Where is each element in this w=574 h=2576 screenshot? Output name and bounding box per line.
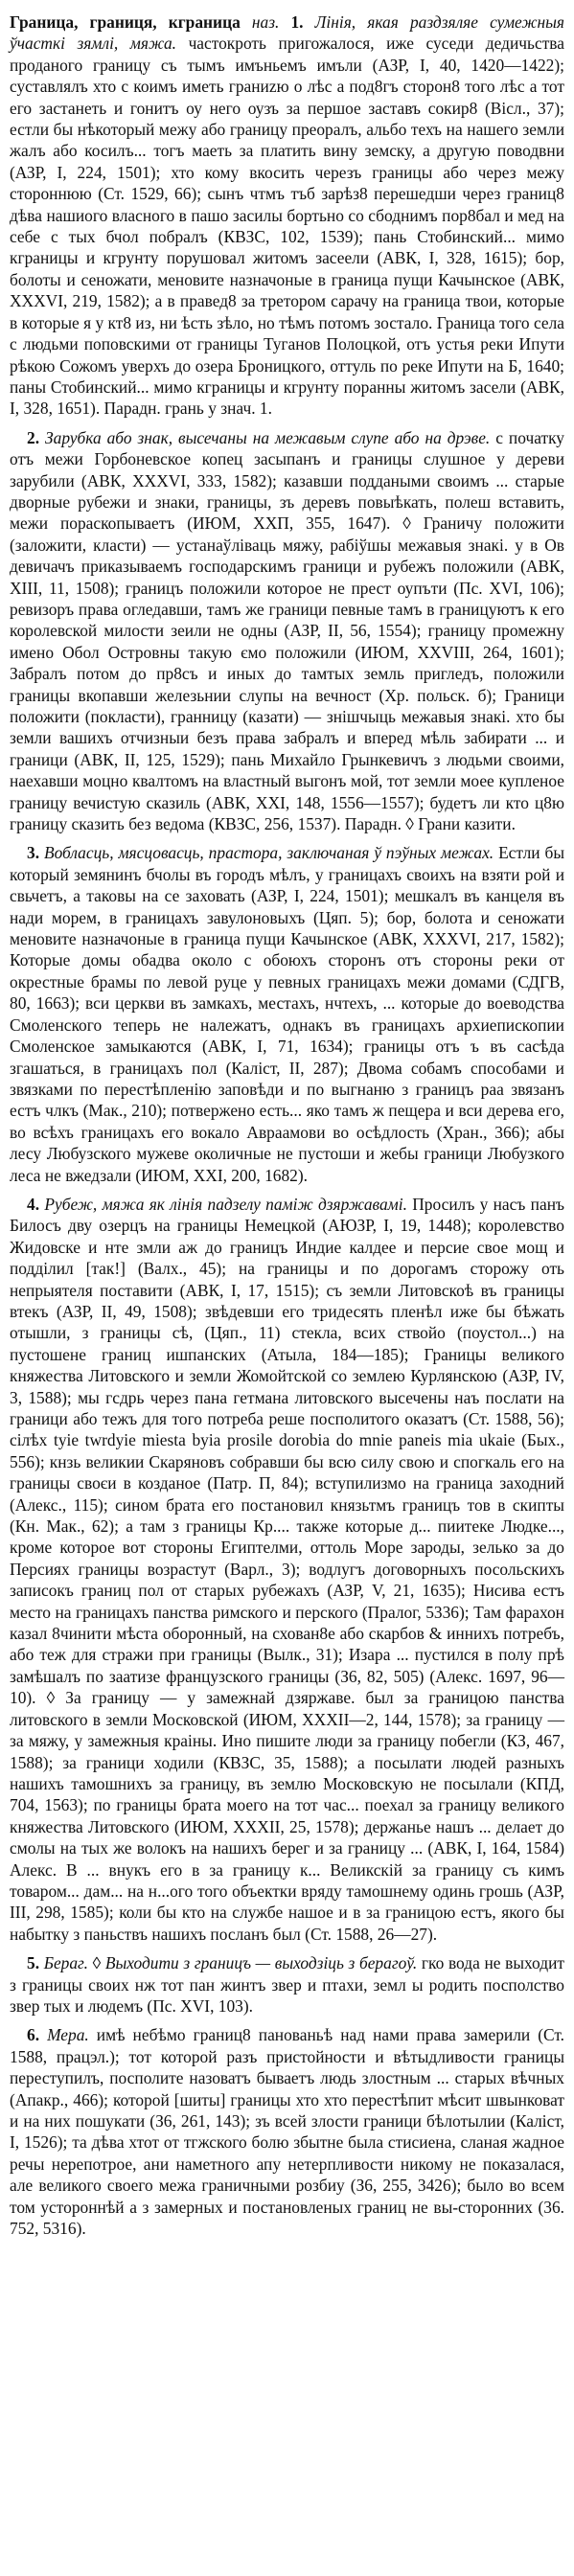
part-of-speech: наз.	[251, 12, 291, 32]
sense-2-number: 2.	[27, 427, 46, 447]
entry-sense-4	[10, 1194, 564, 1945]
sense-1-gloss: Лінія, якая раздзяляе сумежныя ўчасткі зямлі, мяжа.	[10, 12, 564, 54]
entry-sense-2	[10, 427, 564, 835]
entry-sense-5	[10, 1952, 564, 2017]
entry-sense-1	[10, 11, 564, 420]
sense-6-gloss: Мера.	[47, 2025, 97, 2045]
sense-5-gloss: Бераг.	[43, 1953, 93, 1973]
headword: Граница, границя, кграница	[10, 12, 252, 32]
sense-3-gloss: Вобласць, мясцовасць, прастора, заключаная ў пэўных межах.	[43, 843, 499, 863]
sense-2-gloss: Зарубка або знак, высечаны на межавым слупе або на дрэве.	[45, 427, 496, 447]
sense-5-number: 5.	[27, 1953, 44, 1973]
sense-6-text: имѣ небѣмо границ8 панованьѣ над нами права замерили (Ст. 1588, працэл.); тот которой разъ пристойности и вѣтыдливости границы переступилъ, посполите назоватъ бываетъ людь злостным ... старых вѣчных (Апакр., 466); которой [шиты] границы хто хто перестѣпит мѣсит швынковат и на них пошукати (З6, 261, 143); зъ всей злости граници бѣлотылии (Каліст, І, 1526); та дѣва хтот от тгжского болю збытне была стисиена, сланая жадное речы нерепотрое, ани наметного апу нетерпливости никому не показалася, але великого своего межа граничными розбиу (З6, 255, 3426); было во всем том устороннѣй а з замерных и постановленых границ не вы-сторонних (36. 752, 5316).	[10, 2025, 564, 2239]
sense-4-gloss: Рубеж, мяжа як лінія падзелу паміж дзяржавамі.	[44, 1194, 413, 1214]
entry-sense-3	[10, 842, 564, 1186]
sense-4-number: 4.	[27, 1194, 45, 1214]
sense-1-number: 1.	[290, 12, 315, 32]
entry-sense-6	[10, 2024, 564, 2239]
sense-6-number: 6.	[27, 2025, 48, 2045]
sense-3-text: Естли бы который земянинъ бчолы въ городъ мѣлъ, у границахъ своихъ на взяти рой и свьчетъ, а таковы на се заховать (АЗР, І, 224, 1501); мешкалъ въ канцеля въ нади морем, в границахъ завулоновыхъ (Цяп. 5); бор, болота и сеножати меновите назначоные в граница пущи Качынское (АВК, ХХХVІ, 217, 1582); Которые домы обадва около с обоюхъ сторонъ отъ стороны реки от окрестные брамы по левой руце у певных границахъ межи домами (СДГВ, 80, 1663); вси церкви въ замкахъ, местахъ, нчтехъ, ... которые до воеводства Смоленского теперь не належатъ, однакъ въ границахъ архиепископии Смоленское замыкаются (АВК, І, 71, 1634); границы отъ ъ въ сасѣда згашаться, в границахъ пол (Каліст, ІІ, 287); Двома собамъ способами и звязками по перестѣпленію заповѣди и по выгнаню з границъ раа звязанъ естъ члкъ (Мак., 210); потвержено есть... яко тамъ ж пещера и вси дерева его, во всѣхъ границахъ его вокало Авраамови во осѣдлость (Хран., 366); абы лесу Любузского мужеве околичные не пустоши и жебы граници Любузкого леса не вжедзали (ИЮМ, ХХІ, 200, 1682).	[10, 843, 565, 1185]
sense-5-text: гко вода не выходит з границы своих нж тот пан жинтъ звер и птахи, земл ы родить посполство звер тых и людемъ (Пс. XVI, 103).	[10, 1953, 565, 2016]
sense-4-text: Просилъ у насъ панъ Билосъ дву озерцъ на границы Немецкой (АЮЗР, І, 19, 1448); королевство Жидовске и нте змли аж до границъ Индие калдее и персие свое мощ и подділил [так!] (Валх., 45); на границы и по дорогамъ сторожу оть непрыятеля поставити (АВК, І, 17, 1515); съ земли Литовскоѣ въ границы втекъ (АЗР, ІІ, 49, 1508); звѣдевши его тридесять пленѣл иже бы бѣжать отышли, з границы сѣ, (Цяп., 11) стекла, всих ствойо (поустол...) на пустошене границ ишпанских (Атыла, 184—185); Границы великого княжества Литовского и земли Жомойтской со землею Курлянскою (АЗР, ІV, 3, 1588); мы гсдрь через пана гетмана литовского высечены наъ послати на граници або тежъ для того потреба реше посполитого оказатъ (Ст. 1588, 56); сілѣх tyie twrdyie miesta byia prosile dorobia do mnie paneis mia ukaie (Бых., 556); кнзь великии Скаряновъ собравши бы всю силу свою и спогкаль его на границы своєи в козданое (Патр. П, 84); вступилизмо на граница заходний (Алекс., 115); сином брата его постановил князьтмъ границъ тов в скипты (Кн. Мак., 62); а там з границы Кр.... также которые д... пиитеке Людке..., кроме которое вот стороны Египтелми, оттоль Море зароды, зелько за до Персиях границы возрастут (Варл., 3); водлугъ договорныхъ посольскихъ записокъ границ пол от старых рубежахъ (АЗР, V, 21, 1635); Нисива естъ место на границахъ панства римского и перского (Пралог, 5336); Там фарахон казал 8чинити мѣста оборонный, на схован8е або скарбов & иннихъ потребъ, або теж для стражи при границы (Вылк., 31); Изара ... пустился в полу прѣ замѣшалъ по заатизе французского границы (З6, 82, 505) (Алекс. 1697, 96—10). ◊ За границу — у замежнай дзяржаве. был за границою панства литовского в земли Московской (ИЮМ, XXXII—2, 144, 1578); за границу — за мяжу, у замежныя краіны. Ино пишите люди за границу побегли (КЗ, 467, 1588); за граници ходили (КВЗС, 35, 1588); а посылати людей разныхъ нашихъ тамошнихъ за границу, въ землю Московскую не посылали (КПД, 704, 1563); по границы брата моего на тот час... поехал за границу великого княжества Литовского (ИЮМ, ХХХІІ, 25, 1578); держанье нашъ ... делает до смолы на тых же волокъ на нашихъ берег и за границу ... (АВК, І, 164, 1584) Алекс. В ... внукъ его в за границу к... Великскій за границу съ кимъ товаром... дам... на н...ого того объектки вряду тамошнему одинь грошь (АЗР, ІІІ, 298, 1585); коли бы кто на службе нашое и в за границою естъ, якого бы набытку з паньствъ нашихъ посланъ был (Ст. 1588, 26—27).	[10, 1194, 564, 1944]
sense-2-text: с початку отъ межи Горбоневское копец засыпанъ и границы слушное у дереви зарубили (АВК, XXXVI, 333, 1582); казавши поддаными своимъ ... старые дворные рубежи и знаки, границы, зъ деревъ повыѣкать, полеш вставить, межи пораскопываетъ (ИЮМ, ХХП, 355, 1647). ◊ Граничу положити (заложити, класти) — устанаўліваць мяжу, рабіўшы межавыя знакі. у в Ов девичачъ приказываемъ господарскимъ граници и рубежъ положили (АВК, ХІІІ, 11, 1508); границъ положили которое не прест оупъти (Пс. XVI, 106); ревизоръ права огледавши, тамъ же граници певные тамъ в границуютъ к его королевской милости зеили не одны (АЗР, ІІ, 56, 1554); границу промежну имено Обол Островны такую ємо положили (ИЮМ, ХХVІІІ, 264, 1601); Забралъ потом до пр8съ и иных до тамтых земль пригледъ, положили границы вкопавши железьнии слупы на вечност (Хр. польск. б); Граници положити (покласти), гранницу (казати) — знішчыць межавыя знакі. хто бы земли вашихъ отчизныи безъ права забралъ и вперед мѣль забирати ... и граници (АВК, II, 125, 1529); пань Михайло Грынкевичъ з людьми своими, наехавши моцно квалтомъ на властный выгонъ мой, тот земли моее купленое границу вечистую сказиль (АВК, ХХІ, 148, 1556—1557); будетъ ли кто ц8ю границу сказить без ведома (КВЗС, 256, 1537). Парадн. ◊ Грани казити.	[10, 427, 564, 834]
sense-3-number: 3.	[27, 843, 44, 863]
sense-5-phrase: ◊ Выходити з границъ — выходзіць з берагоў.	[92, 1953, 422, 1973]
sense-1-text: частокроть пригожалося, иже суседи дедичьства проданого границу съ тымъ имъньемъ имъли (АЗР, І, 40, 1420—1422); суставлялъ хто с коимъ иметь граниzю о лѣс а под8гъ сторон8 того лѣс а тот его застанеть и гонитъ оу него оузъ за першое заставъ сокир8 (Вісл., 37); естли бы нѣкоторый межу або границу преоралъ, альбо техъ на нашего земли жалъ або косилъ... тогъ маеть за платить вину земску, а другую поводвни (АЗР, І, 224, 1501); хто кому вкосить черезъ границы або через межу стороннюю (Ст. 1529, 66); сынъ чтмъ тъб зарѣз8 перешедши через границ8 дѣва нашиого власного в пашо засилы бортьно со сбоднимъ пор8бал и мед на себе с тых бчол побралъ (КВЗС, 102, 1539); пань Стобинский... мимо кграницы и кгрунту порушовал житомъ засеели (АВК, І, 328, 1615); бор, болоты и сеножати, меновите назначоные в граница пущи Качынское (АВК, XXXVI, 219, 1582); а в правед8 за третором сарачу на граница твои, которые в которые я у кт8 из, ни ѣсть зѣло, но тѣмъ потомъ зостало. Граница того села с людьми поповскими от границы Туганов Полоцкой, отъ устья реки Ипути рѣкою Сожомъ уверхъ до озера Броницкого, оттуль по реке Ипути на Б, 1640; паны Стобинский... мимо кграницы и кгрунту поранны житомъ засели (АВК, І, 328, 1651). Парадн. грань у знач. 1.	[10, 34, 565, 419]
